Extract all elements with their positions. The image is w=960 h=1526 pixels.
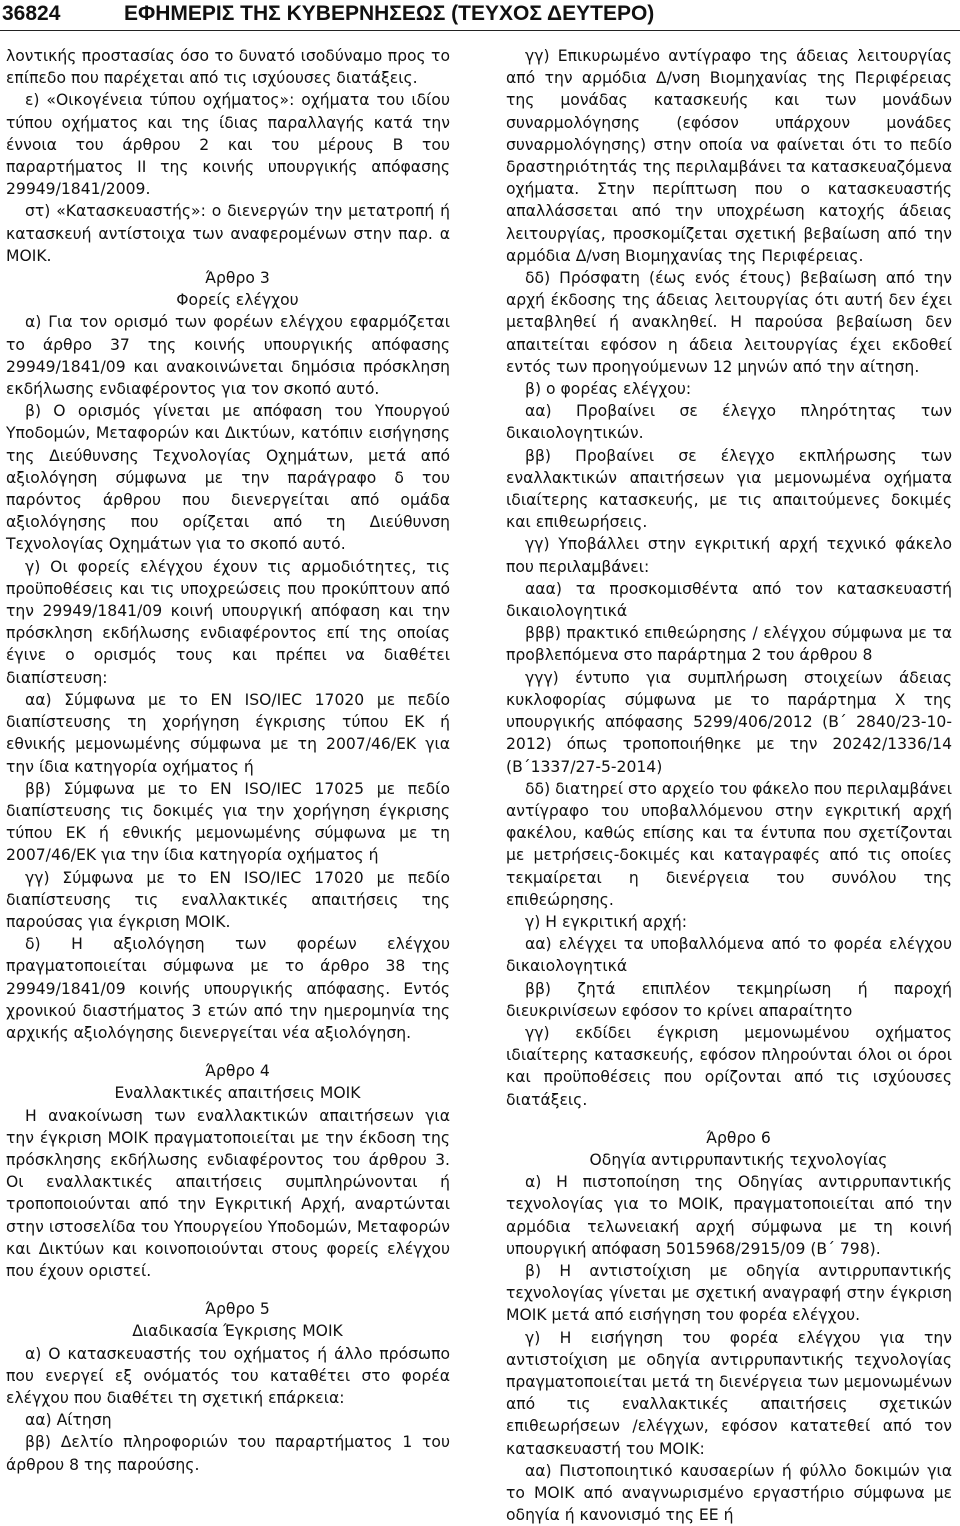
paragraph: ββ) Σύμφωνα με το EN ISO/IEC 17025 με πεδίο διαπίστευσης τις δοκιμές για την χορήγηση έγκρισης τύπου ΕΚ ή εθνικής μεμονωμένης σύμφωνα με τη 2007/46/ΕΚ για την ίδια κατηγορία οχήματος ή bbox=[6, 779, 450, 865]
paragraph: αα) Σύμφωνα με το EN ISO/IEC 17020 με πεδίο διαπίστευσης τη χορήγηση έγκρισης τύπου ΕΚ ή εθνικής μεμονωμένης σύμφωνα με τη 2007/46/ΕΚ για την ίδια κατηγορία οχήματος ή bbox=[6, 690, 450, 776]
paragraph: αα) Πιστοποιητικό καυσαερίων ή φύλλο δοκιμών για το ΜΟΙΚ από αναγνωρισμένο εργαστήριο σύμφωνα με οδηγία ή κανονισμό της ΕΕ ή bbox=[506, 1461, 952, 1525]
paragraph: γγ) Επικυρωμένο αντίγραφο της άδειας λειτουργίας από την αρμόδια Δ/νση Βιομηχανίας της Περιφέρειας της μονάδας κατασκευής και των μονάδων συναρμολόγησης (εφόσον υπάρχουν μονάδες συναρμολόγησης) στην οποία να φαίνεται ότι το πεδίο δραστηριότητάς της περιλαμβάνει τα κατασκευαζόμενα οχήματα. Στην περίπτωση που ο κατασκευαστής απαλλάσσεται από την υποχρέωση κατοχής άδειας λειτουργίας, προσκομίζεται σχετική βεβαίωση από την αρμόδια Δ/νση Βιομηχανίας της Περιφέρειας. bbox=[506, 47, 952, 265]
paragraph: ββ) Δελτίο πληροφοριών του παραρτήματος 1 του άρθρου 8 της παρούσης. bbox=[6, 1433, 450, 1474]
paragraph: βββ) πρακτικό επιθεώρησης / ελέγχου σύμφωνα με τα προβλεπόμενα στο παράρτημα 2 του άρθρου 8 bbox=[506, 624, 952, 665]
paragraph: δδ) Πρόσφατη (έως ενός έτους) βεβαίωση από την αρχή έκδοσης της άδειας λειτουργίας ότι αυτή δεν έχει μεταβληθεί ή ανακληθεί. Η παρούσα βεβαίωση δεν απαιτείται εφόσον η άδεια λειτουργίας έχει εκδοθεί εντός των προηγούμενων 12 μηνών από την αίτηση. bbox=[506, 269, 952, 376]
paragraph: γ) Η εγκριτική αρχή: bbox=[525, 912, 687, 931]
paragraph: Η ανακοίνωση των εναλλακτικών απαιτήσεων για την έγκριση ΜΟΙΚ πραγματοποιείται με την έκδοση της πρόσκλησης εκδήλωσης ενδιαφέροντος του άρθρου 3. Οι εναλλακτικές απαιτήσεις συμπληρώνονται ή τροποποιούνται από την Εγκριτική Αρχή, αναρτώνται στην ιστοσελίδα του Υπουργείου Υποδομών, Μεταφορών και Δικτύων και κοινοποιούνται στους φορείς ελέγχου που έχουν οριστεί. bbox=[6, 1106, 450, 1280]
paragraph: α) Για τον ορισμό των φορέων ελέγχου εφαρμόζεται το άρθρο 37 της κοινής υπουργικής απόφασης 29949/1841/09 και ανακοινώνεται δημόσια πρόσκληση εκδήλωσης ενδιαφέροντος για τον σκοπό αυτό. bbox=[6, 313, 450, 399]
page-header bbox=[0, 0, 960, 30]
paragraph: γγγ) έντυπο για συμπλήρωση στοιχείων άδειας κυκλοφορίας σύμφωνα με το παράρτημα Χ της υπουργικής απόφασης 5299/406/2012 (Β΄ 2840/23-10-2012) όπως τροποποιήθηκε με την 20242/1336/14 (Β΄1337/27-5-2014) bbox=[506, 668, 952, 776]
paragraph: λοντικής προστασίας όσο το δυνατό ισοδύναμο προς το επίπεδο που παρέχεται από τις ισχύουσες διατάξεις. bbox=[6, 47, 450, 88]
article-5-subtitle: Διαδικασία Έγκρισης ΜΟΙΚ bbox=[132, 1322, 343, 1341]
left-column bbox=[6, 45, 450, 1476]
paragraph: α) Η πιστοποίηση της Οδηγίας αντιρρυπαντικής τεχνολογίας για το ΜΟΙΚ, πραγματοποιείται από την αρμόδια τελωνειακή αρχή σύμφωνα με τη κοινή υπουργική απόφαση 5015968/2915/09 (Β΄ 798). bbox=[506, 1173, 952, 1258]
paragraph: δ) Η αξιολόγηση των φορέων ελέγχου πραγματοποιείται σύμφωνα με το άρθρο 38 της 29949/1841/09 κοινής υπουργικής απόφασης. Εντός χρονικού διαστήματος 3 ετών από την ημερομηνία της αρχικής αξιολόγησης διενεργείται νέα αξιολόγηση. bbox=[6, 935, 450, 1042]
right-column bbox=[506, 45, 952, 1526]
paragraph: ββ) Προβαίνει σε έλεγχο εκπλήρωσης των εναλλακτικών απαιτήσεων για μεμονωμένα οχήματα ιδιαίτερης κατασκευής, με τις απαιτούμενες δοκιμές και επιθεωρήσεις. bbox=[506, 446, 952, 532]
paragraph: β) ο φορέας ελέγχου: bbox=[525, 380, 692, 399]
page-number: 36824 bbox=[2, 2, 61, 25]
article-3-title: Άρθρο 3 bbox=[205, 269, 270, 288]
article-4-subtitle: Εναλλακτικές απαιτήσεις ΜΟΙΚ bbox=[114, 1084, 361, 1103]
paragraph: β) Η αντιστοίχιση με οδηγία αντιρρυπαντικής τεχνολογίας γίνεται με σχετική αναγραφή στην έγκριση ΜΟΙΚ μετά από εισήγηση του φορέα ελέγχου. bbox=[506, 1261, 952, 1325]
article-5-title: Άρθρο 5 bbox=[205, 1300, 270, 1319]
paragraph: δδ) διατηρεί στο αρχείο του φάκελο που περιλαμβάνει αντίγραφο του υποβαλλόμενου στην εγκριτική αρχή φακέλου, καθώς επίσης και τα έντυπα που σχετίζονται με μετρήσεις-δοκιμές και καταγραφές από τις οποίες τεκμαίρεται η διενέργεια του συνόλου της επιθεώρησης. bbox=[506, 779, 953, 909]
header-divider bbox=[0, 30, 960, 31]
paragraph: αα) ελέγχει τα υποβαλλόμενα από το φορέα ελέγχου δικαιολογητικά bbox=[506, 935, 952, 976]
paragraph: γγ) Υποβάλλει στην εγκριτική αρχή τεχνικό φάκελο που περιλαμβάνει: bbox=[506, 535, 952, 576]
article-6-title: Άρθρο 6 bbox=[706, 1128, 771, 1147]
paragraph: αα) Αίτηση bbox=[25, 1411, 112, 1430]
paragraph: ε) «Οικογένεια τύπου οχήματος»: οχήματα του ιδίου τύπου οχήματος και της ίδιας παραλλαγής κατά την έννοια του άρθρου 2 και του μέρους Β του παραρτήματος ΙΙ της κοινής υπουργικής απόφασης 29949/1841/2009. bbox=[6, 91, 450, 199]
article-3-subtitle: Φορείς ελέγχου bbox=[176, 291, 299, 310]
paragraph: α) Ο κατασκευαστής του οχήματος ή άλλο πρόσωπο που ενεργεί εξ ονόματός του καταθέτει στο φορέα ελέγχου που διαθέτει τη σχετική επάρκεια: bbox=[6, 1344, 450, 1407]
paragraph: ββ) ζητά επιπλέον τεκμηρίωση ή παροχή διευκρινίσεων εφόσον το κρίνει απαραίτητο bbox=[506, 979, 952, 1020]
journal-title: ΕΦΗΜΕΡΙΣ ΤΗΣ ΚΥΒΕΡΝΗΣΕΩΣ (ΤΕΥΧΟΣ ΔΕΥΤΕΡΟ) bbox=[124, 2, 655, 25]
paragraph: στ) «Κατασκευαστής»: ο διενεργών την μετατροπή ή κατασκευή αντίστοιχα των αναφερομένων στην παρ. α ΜΟΙΚ. bbox=[6, 202, 450, 265]
article-4-title: Άρθρο 4 bbox=[205, 1062, 270, 1081]
paragraph: γ) Η εισήγηση του φορέα ελέγχου για την αντιστοίχιση με οδηγία αντιρρυπαντικής τεχνολογίας πραγματοποιείται μετά τη διενέργεια των μεμονωμένων από τις εναλλακτικές απαιτήσεις σχετικών επιθεωρήσεων /ελέγχων, εφόσον κατατεθεί από τον κατασκευαστή του ΜΟΙΚ: bbox=[506, 1328, 952, 1458]
paragraph: ααα) τα προσκομισθέντα από τον κατασκευαστή δικαιολογητικά bbox=[506, 579, 952, 621]
paragraph: γγ) Σύμφωνα με το EN ISO/IEC 17020 με πεδίο διαπίστευσης τις εναλλακτικές απαιτήσεις της παρούσας για έγκριση ΜΟΙΚ. bbox=[6, 868, 450, 931]
paragraph: αα) Προβαίνει σε έλεγχο πληρότητας των δικαιολογητικών. bbox=[506, 402, 952, 443]
paragraph: β) Ο ορισμός γίνεται με απόφαση του Υπουργού Υποδομών, Μεταφορών και Δικτύων, κατόπιν εισήγησης της Διεύθυνσης Τεχνολογίας Οχημάτων, μετά από αξιολόγηση σύμφωνα με την παράγραφο δ του παρόντος άρθρου που διενεργείται από ομάδα αξιολόγησης που ορίζεται από τη Διεύθυνση Τεχνολογίας Οχημάτων για το σκοπό αυτό. bbox=[6, 402, 450, 554]
paragraph: γγ) εκδίδει έγκριση μεμονωμένου οχήματος ιδιαίτερης κατασκευής, εφόσον πληρούνται όλοι οι όροι και προϋποθέσεις που ορίζονται από τις ισχύουσες διατάξεις. bbox=[506, 1023, 952, 1109]
paragraph: γ) Οι φορείς ελέγχου έχουν τις αρμοδιότητες, τις προϋποθέσεις και τις υποχρεώσεις που προκύπτουν από την 29949/1841/09 κοινή υπουργική απόφαση και την πρόσκληση εκδήλωσης ενδιαφέροντος επί της οποίας έγινε ο ορισμός τους και πρέπει να διαθέτει διαπίστευση: bbox=[6, 557, 450, 687]
article-6-subtitle: Οδηγία αντιρρυπαντικής τεχνολογίας bbox=[589, 1150, 888, 1169]
